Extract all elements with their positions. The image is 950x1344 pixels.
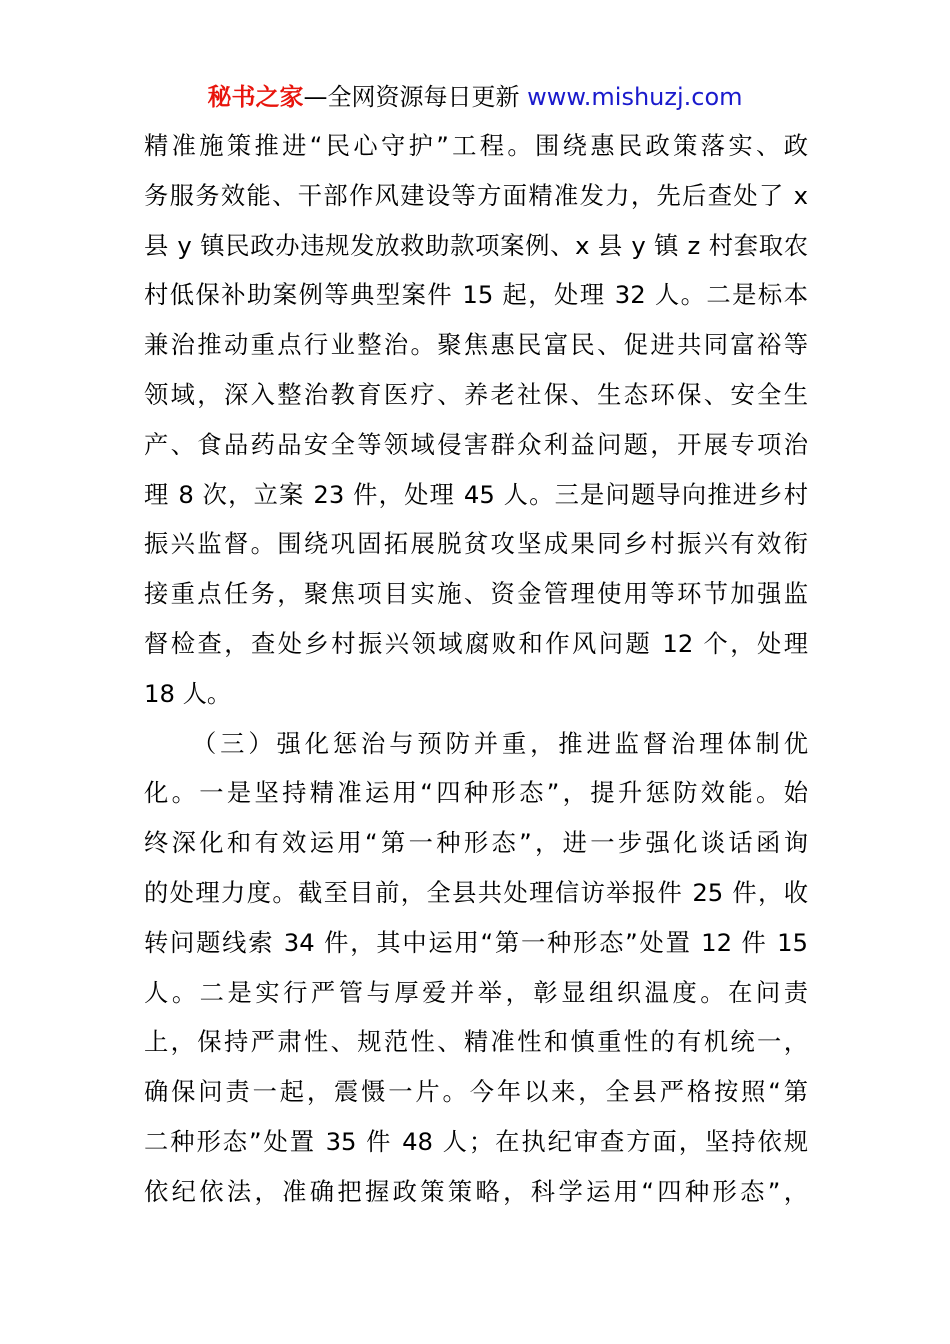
text-line: 终深化和有效运用“第一种形态”，进一步强化谈话函询 (144, 828, 808, 858)
text-line: 的处理力度。截至目前，全县共处理信访举报件 25 件，收 (144, 877, 808, 907)
site-url-link[interactable]: www.mishuzj.com (527, 83, 743, 111)
text-line: 精准施策推进“民心守护”工程。围绕惠民政策落实、政 (144, 131, 808, 160)
header-tagline: —全网资源每日更新 (303, 83, 520, 111)
text-line: 产、食品药品安全等领域侵害群众利益问题，开展专项治 (144, 429, 808, 459)
section-heading-line: （三）强化惩治与预防并重，推进监督治理体制优 (192, 728, 808, 758)
text-line: 化。一是坚持精准运用“四种形态”，提升惩防效能。始 (144, 778, 808, 808)
text-line: 县 y 镇民政办违规发放救助款项案例、x 县 y 镇 z 村套取农 (144, 230, 808, 260)
text-line: 村低保补助案例等典型案件 15 起，处理 32 人。二是标本 (144, 280, 808, 310)
text-line: 二种形态”处置 35 件 48 人；在执纪审查方面，坚持依规 (144, 1126, 808, 1156)
text-line: 领域，深入整治教育医疗、养老社保、生态环保、安全生 (144, 379, 808, 409)
text-line: 振兴监督。围绕巩固拓展脱贫攻坚成果同乡村振兴有效衔 (144, 529, 808, 559)
text-line: 依纪依法，准确把握政策策略，科学运用“四种形态”， (144, 1176, 808, 1206)
text-line: 人。二是实行严管与厚爱并举，彰显组织温度。在问责 (144, 977, 808, 1007)
page-header (0, 80, 950, 114)
text-line: 务服务效能、干部作风建设等方面精准发力，先后查处了 x (144, 180, 808, 210)
text-line: 兼治推动重点行业整治。聚焦惠民富民、促进共同富裕等 (144, 330, 808, 360)
text-line: 确保问责一起，震慑一片。今年以来，全县严格按照“第 (144, 1077, 808, 1107)
text-line: 转问题线索 34 件，其中运用“第一种形态”处置 12 件 15 (144, 927, 808, 957)
text-line: 理 8 次，立案 23 件，处理 45 人。三是问题导向推进乡村 (144, 479, 808, 509)
brand-name: 秘书之家 (207, 83, 304, 111)
text-line: 接重点任务，聚焦项目实施、资金管理使用等环节加强监 (144, 579, 808, 609)
text-line: 上，保持严肃性、规范性、精准性和慎重性的有机统一， (144, 1027, 808, 1057)
text-line: 督检查，查处乡村振兴领域腐败和作风问题 12 个，处理 (144, 628, 808, 658)
document-body (144, 121, 808, 1217)
text-line-paragraph-end: 18 人。 (144, 678, 232, 708)
